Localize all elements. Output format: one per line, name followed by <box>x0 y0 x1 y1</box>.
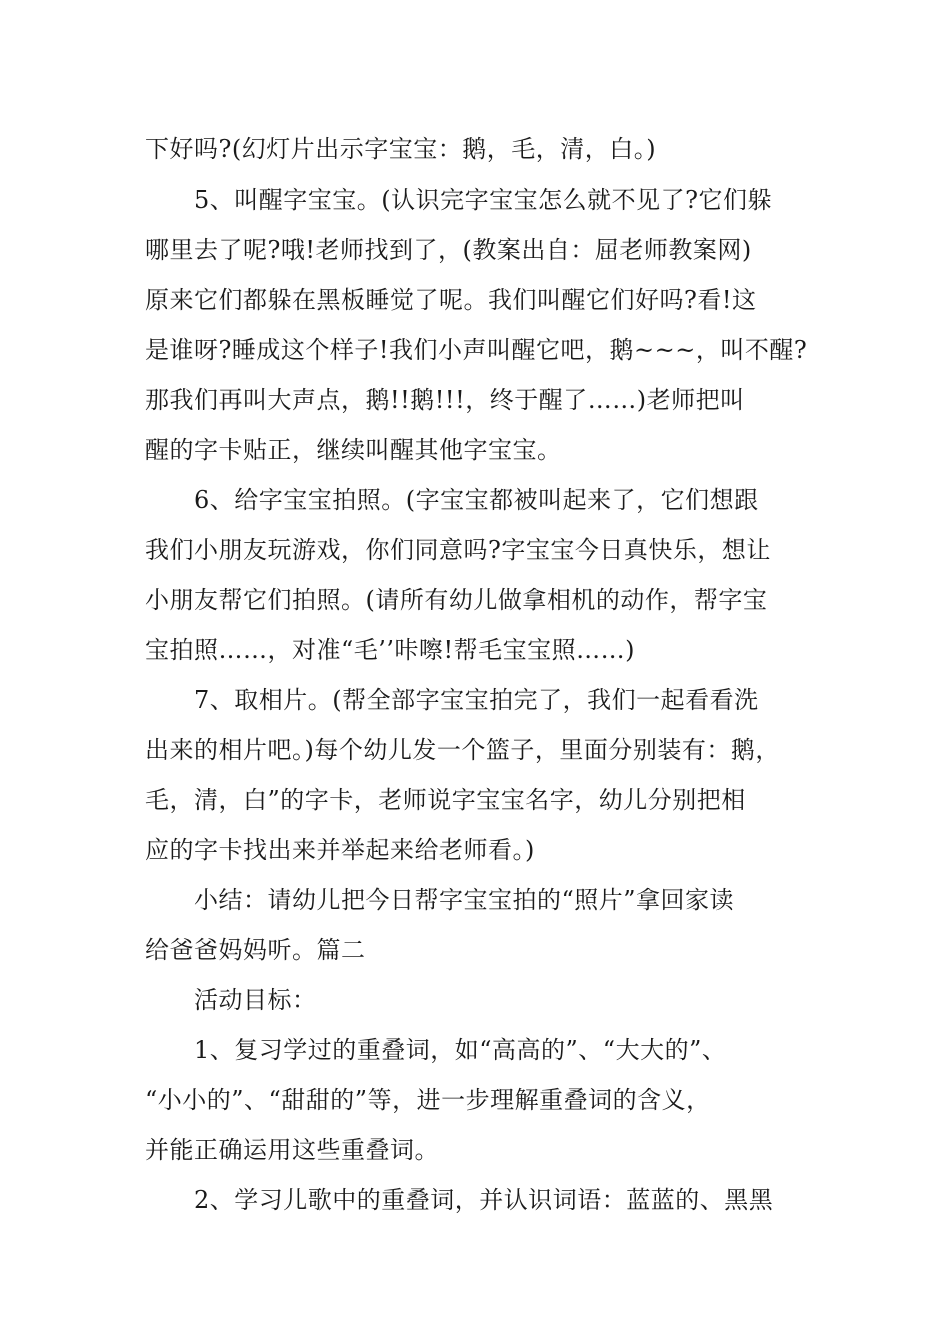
text-line: 我们小朋友玩游戏，你们同意吗?字宝宝今日真快乐，想让 <box>145 536 771 564</box>
text-line: 小结：请幼儿把今日帮字宝宝拍的“照片”拿回家读 <box>194 886 735 914</box>
text-line: 1、复习学过的重叠词，如“高高的”、“大大的”、 <box>194 1036 727 1064</box>
text-line: 给爸爸妈妈听。篇二 <box>145 936 366 964</box>
text-line: 7、取相片。(帮全部字宝宝拍完了，我们一起看看洗 <box>194 686 759 714</box>
text-line: 5、叫醒字宝宝。(认识完字宝宝怎么就不见了?它们躲 <box>194 186 772 214</box>
text-line: 毛，清，白”的字卡，老师说字宝宝名字，幼儿分别把相 <box>145 786 746 814</box>
text-line: 活动目标： <box>194 986 317 1014</box>
text-line: 是谁呀?睡成这个样子!我们小声叫醒它吧，鹅~~~，叫不醒? <box>145 336 808 364</box>
text-line: 下好吗?(幻灯片出示字宝宝：鹅，毛，清，白。) <box>145 135 657 163</box>
text-line: 哪里去了呢?哦!老师找到了，(教案出自：屈老师教案网) <box>145 236 752 264</box>
text-line: 那我们再叫大声点，鹅!!鹅!!!，终于醒了……)老师把叫 <box>145 386 745 414</box>
text-line: 小朋友帮它们拍照。(请所有幼儿做拿相机的动作，帮字宝 <box>145 586 768 614</box>
text-line: 出来的相片吧。)每个幼儿发一个篮子，里面分别装有：鹅， <box>145 736 780 764</box>
text-line: 宝拍照……，对准“毛’’咔嚓!帮毛宝宝照……) <box>145 636 636 664</box>
text-line: “小小的”、“甜甜的”等，进一步理解重叠词的含义， <box>145 1086 711 1114</box>
text-line: 原来它们都躲在黑板睡觉了呢。我们叫醒它们好吗?看!这 <box>145 286 757 314</box>
text-line: 应的字卡找出来并举起来给老师看。) <box>145 836 535 864</box>
text-line: 6、给字宝宝拍照。(字宝宝都被叫起来了，它们想跟 <box>194 486 759 514</box>
text-line: 2、学习儿歌中的重叠词，并认识词语：蓝蓝的、黑黑 <box>194 1186 774 1214</box>
text-line: 醒的字卡贴正，继续叫醒其他字宝宝。 <box>145 436 562 464</box>
text-line: 并能正确运用这些重叠词。 <box>145 1136 439 1164</box>
